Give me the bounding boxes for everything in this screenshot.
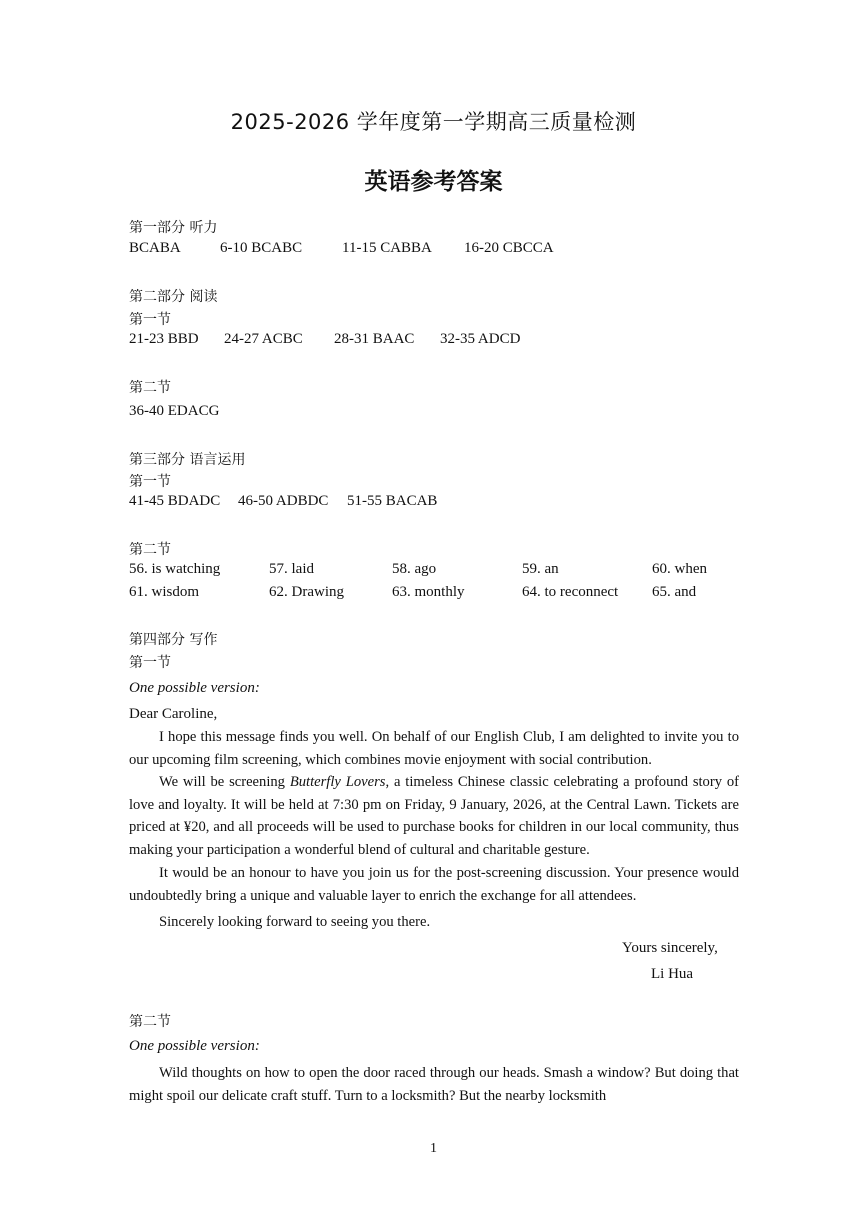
blank-answer-65: 65. and — [652, 584, 697, 600]
part2-section2-answer-1: 36-40 EDACG — [129, 403, 220, 419]
part1-heading: 第一部分 听力 — [129, 220, 218, 236]
letter-paragraph-2 — [129, 771, 739, 861]
part2-section1-label: 第一节 — [129, 312, 171, 328]
blank-answer-64: 64. to reconnect — [522, 584, 619, 600]
part1-answer-3: 11-15 CABBA — [342, 240, 432, 256]
blank-answer-60: 60. when — [652, 561, 707, 577]
film-title: Butterfly Lovers — [289, 774, 386, 790]
letter-signature: Li Hua — [651, 966, 694, 982]
part4-heading: 第四部分 写作 — [129, 632, 218, 648]
part1-answer-1: BCABA — [129, 240, 181, 256]
part4-section2-version: One possible version: — [129, 1038, 260, 1054]
blank-answer-61: 61. wisdom — [129, 584, 200, 600]
part2-section1-answer-2: 24-27 ACBC — [224, 331, 303, 347]
story-paragraph-1: Wild thoughts on how to open the door raced through our heads. Smash a window? But doing that might spoil our delicate craft stuff. Turn to a locksmith? But the nearby locksmith — [129, 1065, 739, 1104]
letter-paragraph-2-start: We will be screening — [159, 774, 290, 790]
part2-section1-answer-1: 21-23 BBD — [129, 331, 199, 347]
letter-paragraph-2-rest: , a timeless Chinese classic celebrating a profound story of love and loyalty. It will be held at 7:30 pm on Friday, 9 January, 2026, at the Central Lawn. Tickets are priced at ¥20, and all proceeds will be used to purchase books for children in our local community, thus making your participation a wonderful blend of cultural and charitable gesture. — [129, 774, 739, 858]
letter-paragraph-3: It would be an honour to have you join us for the post-screening discussion. Your presence would undoubtedly bring a unique and valuable layer to enrich the exchange for all attendees. — [129, 865, 739, 904]
blank-answer-58: 58. ago — [392, 561, 437, 577]
part4-section2-label: 第二节 — [129, 1014, 171, 1030]
part1-answer-4: 16-20 CBCCA — [464, 240, 554, 256]
part2-heading: 第二部分 阅读 — [129, 289, 218, 305]
blank-answer-57: 57. laid — [269, 561, 314, 577]
part3-section1-answer-3: 51-55 BACAB — [347, 493, 438, 509]
page-title: 2025-2026 学年度第一学期高三质量检测 — [230, 110, 637, 134]
part1-answer-2: 6-10 BCABC — [220, 240, 303, 256]
page-number: 1 — [430, 1141, 437, 1156]
part4-section1-version: One possible version: — [129, 680, 260, 696]
part2-section1-answer-4: 32-35 ADCD — [440, 331, 521, 347]
blank-answer-63: 63. monthly — [392, 584, 465, 600]
part2-section2-label: 第二节 — [129, 380, 171, 396]
part3-section1-label: 第一节 — [129, 474, 171, 490]
blank-answer-56: 56. is watching — [129, 561, 221, 577]
part3-section2-label: 第二节 — [129, 542, 171, 558]
blank-answer-62: 62. Drawing — [269, 584, 344, 600]
letter-salutation: Dear Caroline, — [129, 706, 218, 722]
part2-section1-answer-3: 28-31 BAAC — [334, 331, 415, 347]
letter-paragraph-4: Sincerely looking forward to seeing you there. — [159, 914, 431, 930]
page-subtitle: 英语参考答案 — [364, 169, 503, 195]
part3-heading: 第三部分 语言运用 — [129, 452, 246, 468]
blank-answer-59: 59. an — [522, 561, 559, 577]
part3-section1-answer-2: 46-50 ADBDC — [238, 493, 329, 509]
part4-section1-label: 第一节 — [129, 655, 171, 671]
letter-closing: Yours sincerely, — [622, 940, 718, 956]
part3-section1-answer-1: 41-45 BDADC — [129, 493, 221, 509]
letter-paragraph-1: I hope this message finds you well. On behalf of our English Club, I am delighted to invite you to our upcoming film screening, which combines movie enjoyment with social contribution. — [129, 729, 739, 768]
